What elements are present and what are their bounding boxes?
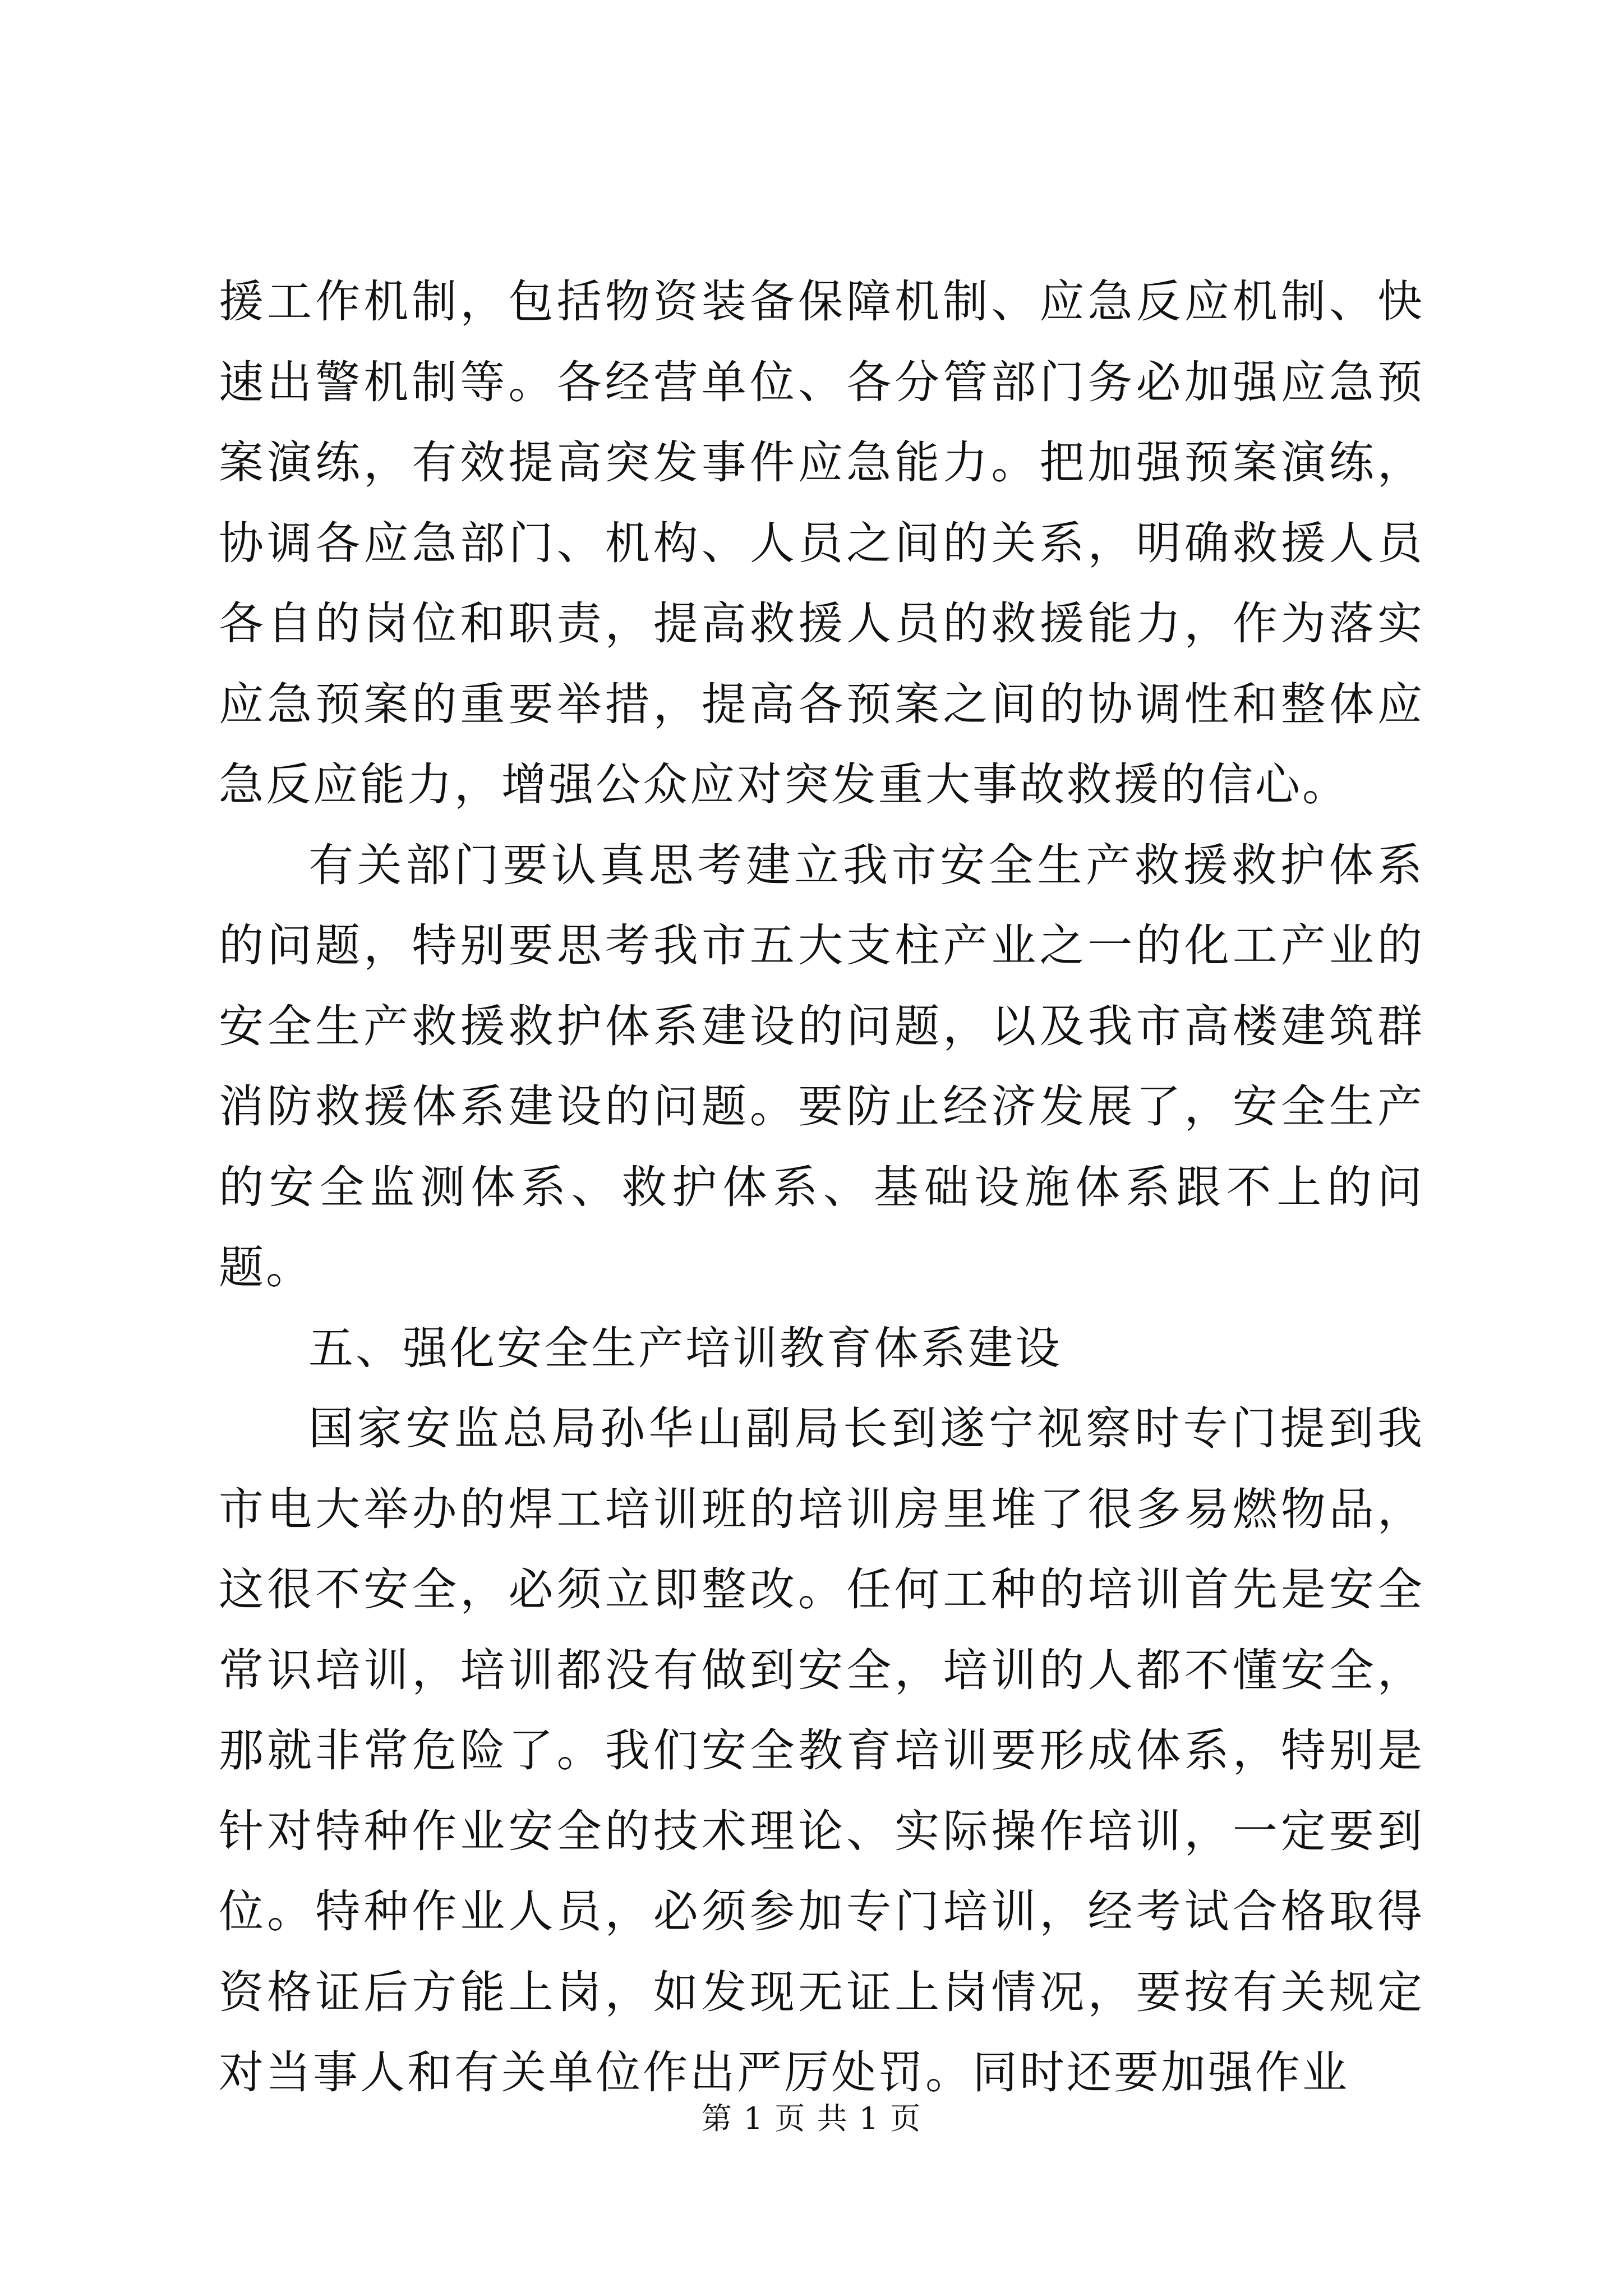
paragraph-3: 国家安监总局孙华山副局长到遂宁视察时专门提到我市电大举办的焊工培训班的培训房里堆了很多易燃物品，这很不安全，必须立即整改。任何工种的培训首先是安全常识培训，培训都没有做到安全，培训的人都不懂安全，那就非常危险了。我们安全教育培训要形成体系，特别是针对特种作业安全的技术理论、实际操作培训，一定要到位。特种作业人员，必须参加专门培训，经考试合格取得资格证后方能上岗，如发现无证上岗情况，要按有关规定对当事人和有关单位作出严厉处罚。同时还要加强作业 <box>219 1402 1424 2099</box>
paragraph-1: 援工作机制，包括物资装备保障机制、应急反应机制、快速出警机制等。各经营单位、各分管部门务必加强应急预案演练，有效提高突发事件应急能力。把加强预案演练，协调各应急部门、机构、人员之间的关系，明确救援人员各自的岗位和职责，提高救援人员的救援能力，作为落实应急预案的重要举措，提高各预案之间的协调性和整体应急反应能力，增强公众应对突发重大事故救援的信心。 <box>219 275 1424 811</box>
paragraph-2: 有关部门要认真思考建立我市安全生产救援救护体系的问题，特别要思考我市五大支柱产业之一的化工产业的安全生产救援救护体系建设的问题，以及我市高楼建筑群消防救援体系建设的问题。要防止经济发展了，安全生产的安全监测体系、救护体系、基础设施体系跟不上的问题。 <box>219 839 1424 1294</box>
document-body <box>219 261 1424 2113</box>
section-heading: 五、强化安全生产培训教育体系建设 <box>308 1322 1062 1374</box>
page-footer: 第 1 页 共 1 页 <box>701 2101 922 2136</box>
